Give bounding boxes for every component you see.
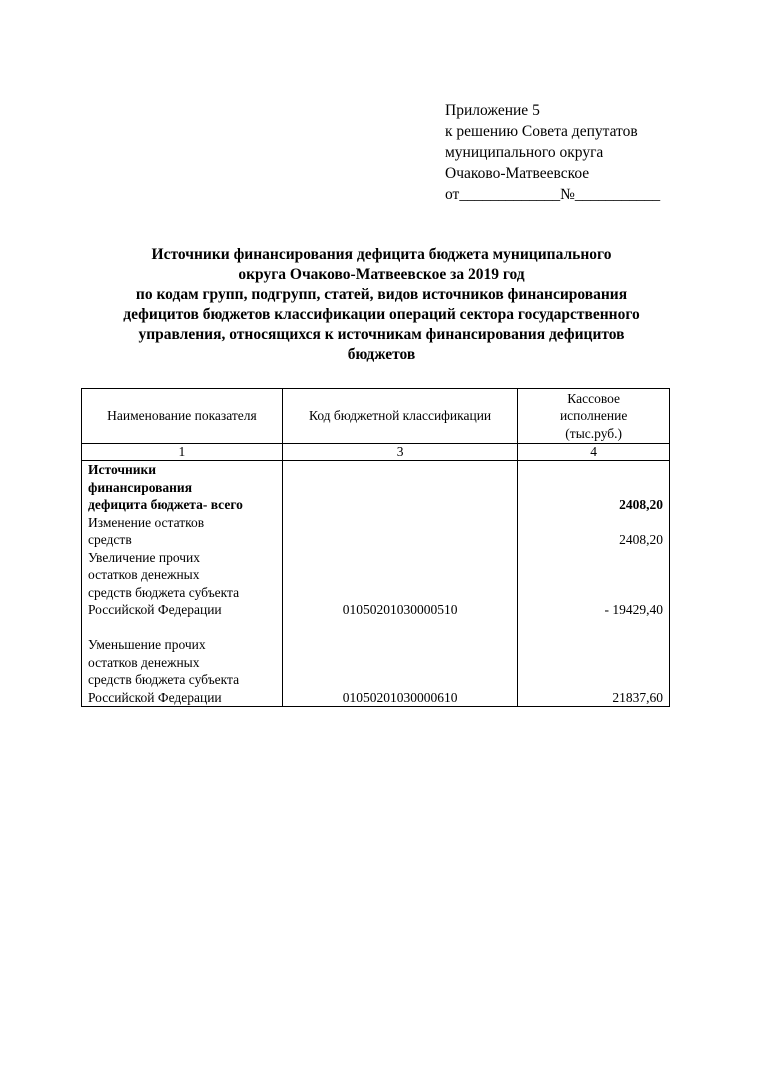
row-name-line: дефицита бюджета- всего (88, 497, 243, 512)
row-code: 01050201030000510 (342, 602, 458, 617)
title-line: по кодам групп, подгрупп, статей, видов источников финансирования (135, 286, 628, 303)
row-name-line: остатков денежных (88, 654, 200, 670)
appendix-line: муниципального округа (445, 144, 604, 161)
row-name-line: финансирования (88, 479, 193, 495)
row-name-line: Увеличение прочих (88, 549, 201, 565)
document-title (70, 245, 693, 365)
row-name-line: Изменение остатков (88, 514, 205, 530)
header-amount-line: (тыс.руб.) (565, 425, 623, 441)
row-name-line: Российской Федерации (88, 602, 222, 617)
header-amount (518, 389, 670, 444)
title-line: дефицитов бюджетов классификации операций сектора государственного (123, 306, 640, 323)
table-body-row (82, 461, 670, 707)
header-name: Наименование показателя (82, 389, 283, 444)
row-amount: - 19429,40 (604, 602, 663, 617)
header-amount-line: исполнение (559, 408, 628, 424)
appendix-line: от_____________№___________ (445, 186, 661, 203)
row-name-line: средств (88, 532, 132, 547)
column-number: 1 (82, 444, 283, 461)
row-amounts-cell (518, 461, 670, 707)
title-line: бюджетов (347, 346, 416, 363)
appendix-line: Очаково-Матвеевское (445, 165, 590, 182)
row-amount: 2408,20 (619, 532, 663, 547)
column-number: 4 (518, 444, 670, 461)
row-name-line: средств бюджета субъекта (88, 584, 240, 600)
header-code: Код бюджетной классификации (282, 389, 517, 444)
row-names-cell (82, 461, 283, 707)
table-header-row (82, 389, 670, 444)
row-name-line: Российской Федерации (88, 689, 222, 705)
row-amount: 21837,60 (612, 689, 663, 705)
financing-sources-table (81, 388, 670, 707)
row-code: 01050201030000610 (342, 689, 458, 705)
appendix-block (445, 100, 660, 205)
appendix-line: Приложение 5 (445, 102, 540, 119)
appendix-line: к решению Совета депутатов (445, 123, 638, 140)
title-line: управления, относящихся к источникам финансирования дефицитов (138, 326, 625, 343)
column-number-row (82, 444, 670, 461)
header-amount-line: Кассовое (567, 390, 621, 406)
row-name-line: Источники (88, 462, 157, 477)
row-amount: 2408,20 (619, 497, 663, 512)
row-name-line: остатков денежных (88, 567, 200, 582)
row-codes-cell (282, 461, 517, 707)
title-line: округа Очаково-Матвеевское за 2019 год (238, 266, 525, 283)
row-name-line: Уменьшение прочих (88, 637, 206, 652)
column-number: 3 (282, 444, 517, 461)
row-name-line: средств бюджета субъекта (88, 672, 240, 687)
title-line: Источники финансирования дефицита бюджета муниципального (151, 246, 612, 263)
